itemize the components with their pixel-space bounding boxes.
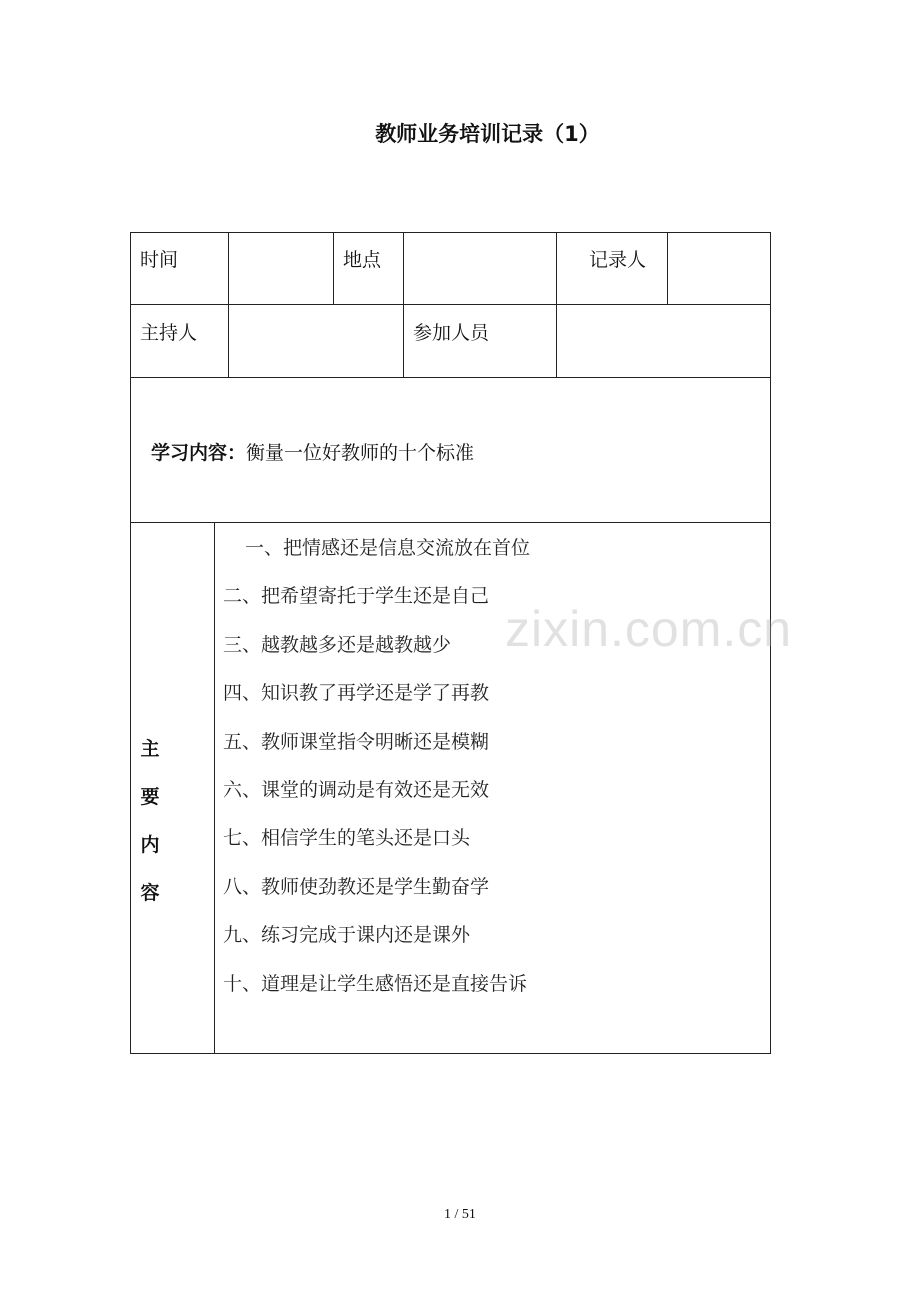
study-value: 衡量一位好教师的十个标准 [246, 442, 475, 464]
participants-label: 参加人员 [413, 322, 490, 344]
main-label-char: 主 [140, 738, 160, 760]
list-item: 八、教师使劲教还是学生勤奋学 [223, 875, 490, 898]
main-label-char: 容 [140, 882, 160, 904]
cell-participants-value [556, 304, 771, 378]
list-item: 一、把情感还是信息交流放在首位 [245, 537, 531, 559]
document-title: 教师业务培训记录（1） [375, 122, 600, 146]
main-label-char: 内 [140, 834, 160, 856]
place-label: 地点 [343, 249, 382, 271]
main-content-label [131, 725, 169, 917]
study-content [151, 438, 474, 465]
watermark: zixin.com.cn [505, 601, 793, 657]
time-label: 时间 [140, 249, 179, 271]
list-item: 五、教师课堂指令明晰还是模糊 [223, 730, 490, 753]
list-item: 三、越教越多还是越教越少 [223, 633, 452, 656]
cell-recorder-label [556, 232, 668, 305]
cell-time-label [130, 232, 229, 305]
recorder-label: 记录人 [589, 249, 647, 271]
cell-recorder-value [667, 232, 771, 305]
cell-place-label [333, 232, 404, 305]
cell-place-value [403, 232, 557, 305]
list-item: 六、课堂的调动是有效还是无效 [223, 778, 490, 801]
list-item: 四、知识教了再学还是学了再教 [223, 682, 490, 705]
cell-time-value [228, 232, 334, 305]
cell-main-label [130, 522, 215, 1054]
standards-list [223, 533, 530, 1017]
list-item: 二、把希望寄托于学生还是自己 [223, 585, 490, 608]
cell-host-label [130, 304, 229, 378]
cell-study-content [130, 377, 771, 523]
page-number: 1 / 51 [444, 1207, 476, 1222]
cell-participants-label [403, 304, 557, 378]
list-item: 九、练习完成于课内还是课外 [223, 924, 471, 947]
study-label: 学习内容： [151, 442, 247, 464]
cell-host-value [228, 304, 404, 378]
list-item: 七、相信学生的笔头还是口头 [223, 827, 471, 850]
host-label: 主持人 [140, 322, 198, 344]
main-label-char: 要 [140, 786, 160, 808]
list-item: 十、道理是让学生感悟还是直接告诉 [223, 972, 528, 995]
